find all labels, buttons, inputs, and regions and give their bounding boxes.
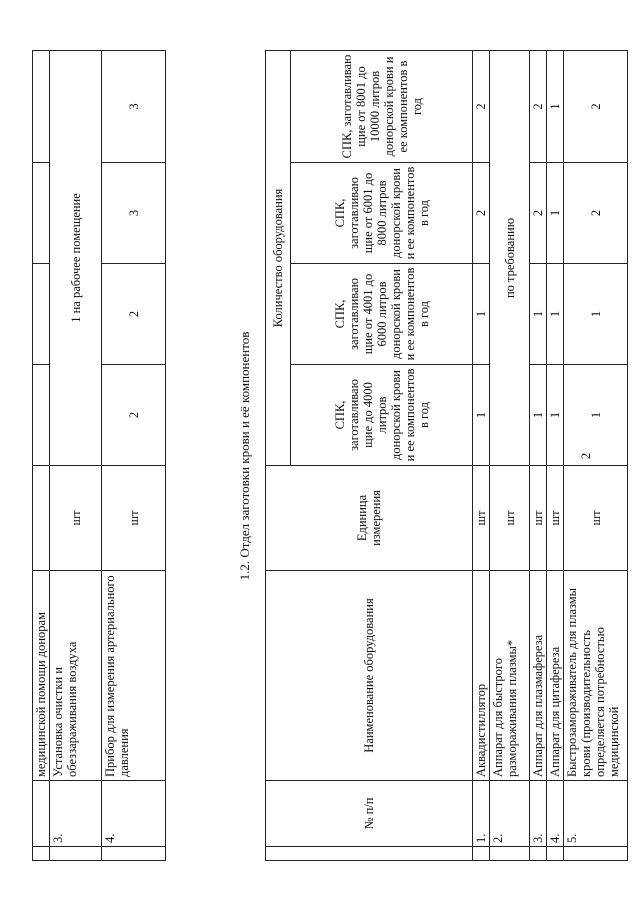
quantity-cell: 1 [530,264,547,365]
equipment-name: Аппарат для быстрого размораживания плазмы* [490,571,530,781]
header-col-3: СПК, заготавливаю щие от 6001 до 8000 литров донорской крови и ее компонентов в год [291,163,473,264]
quantity-cell: 2 [102,365,166,466]
quantity-cell: 1 [530,365,547,466]
quantity-cell: 1 [547,163,564,264]
merged-quantity-cell: 1 на рабочее помещение [50,51,102,466]
unit-cell: шт [564,466,628,571]
continued-row-text: медицинской помощи донорам [33,571,50,781]
quantity-cell: 1 [473,365,490,466]
header-col-1: СПК, заготавливаю щие до 4000 литров донорской крови и ее компонентов в год [291,365,473,466]
quantity-cell: 2 [564,50,628,162]
equipment-name: Аппарат для плазмафереза [530,571,547,781]
row-number: 4. [547,781,564,847]
header-num: № п/п [266,781,473,847]
header-row [266,50,291,860]
quantity-cell: 1 [547,365,564,466]
page-number: 2 [578,452,593,460]
unit-cell: шт [473,466,490,571]
quantity-cell: 1 [547,264,564,365]
blood-collection-equipment-table [265,50,628,861]
quantity-cell: 2 [564,163,628,264]
unit-cell: шт [490,466,530,571]
quantity-cell: 2 [530,163,547,264]
quantity-cell: 1 [547,50,564,162]
row-number: 1. [473,781,490,847]
quantity-cell: 1 [564,365,628,466]
quantity-cell: 2 [473,50,490,162]
quantity-cell: 1 [564,264,628,365]
row-number: 3. [530,781,547,847]
quantity-cell: 2 [102,264,166,365]
equipment-name: Аппарат для цитафереза [547,571,564,781]
header-col-2: СПК, заготавливаю щие от 4001 до 6000 литров донорской крови и ее компонентов в год [291,264,473,365]
section-title: 1.2. Отдел заготовки крови и её компонентов [237,331,252,581]
equipment-name: Аквадистиллятор [473,571,490,781]
quantity-cell: 3 [102,163,166,264]
quantity-cell: 2 [473,163,490,264]
quantity-cell: 1 [473,264,490,365]
equipment-table-continued [32,50,166,861]
equipment-name: Быстрозамораживатель для плазмы крови (производительность определяется потребностью медицинской [564,571,628,781]
quantity-cell: 2 [530,50,547,162]
equipment-name: Установка очистки и обеззараживания воздуха [50,571,102,781]
row-number: 5. [564,781,628,847]
table-row [33,51,50,861]
table-row [547,50,564,860]
row-number: 2. [490,781,530,847]
unit-cell: шт [547,466,564,571]
table-row [102,51,166,861]
rotated-sheet [32,41,621,861]
equipment-name: Прибор для измерения артериального давления [102,571,166,781]
unit-cell: шт [530,466,547,571]
quantity-cell: 3 [102,51,166,163]
row-number: 4. [102,781,166,847]
table-row [564,50,628,860]
header-quantity: Количество оборудования [266,50,291,465]
table-row [530,50,547,860]
header-name: Наименование оборудования [266,571,473,781]
merged-quantity-cell: по требованию [490,50,530,465]
unit-cell: шт [50,466,102,571]
row-number: 3. [50,781,102,847]
unit-cell: шт [102,466,166,571]
table-row [473,50,490,860]
table-row [490,50,530,860]
header-unit: Единица измерения [266,466,473,571]
header-col-4: СПК, заготавливаю щие от 8001 до 10000 литров донорской крови и ее компонентов в год [291,50,473,162]
table-row [50,51,102,861]
